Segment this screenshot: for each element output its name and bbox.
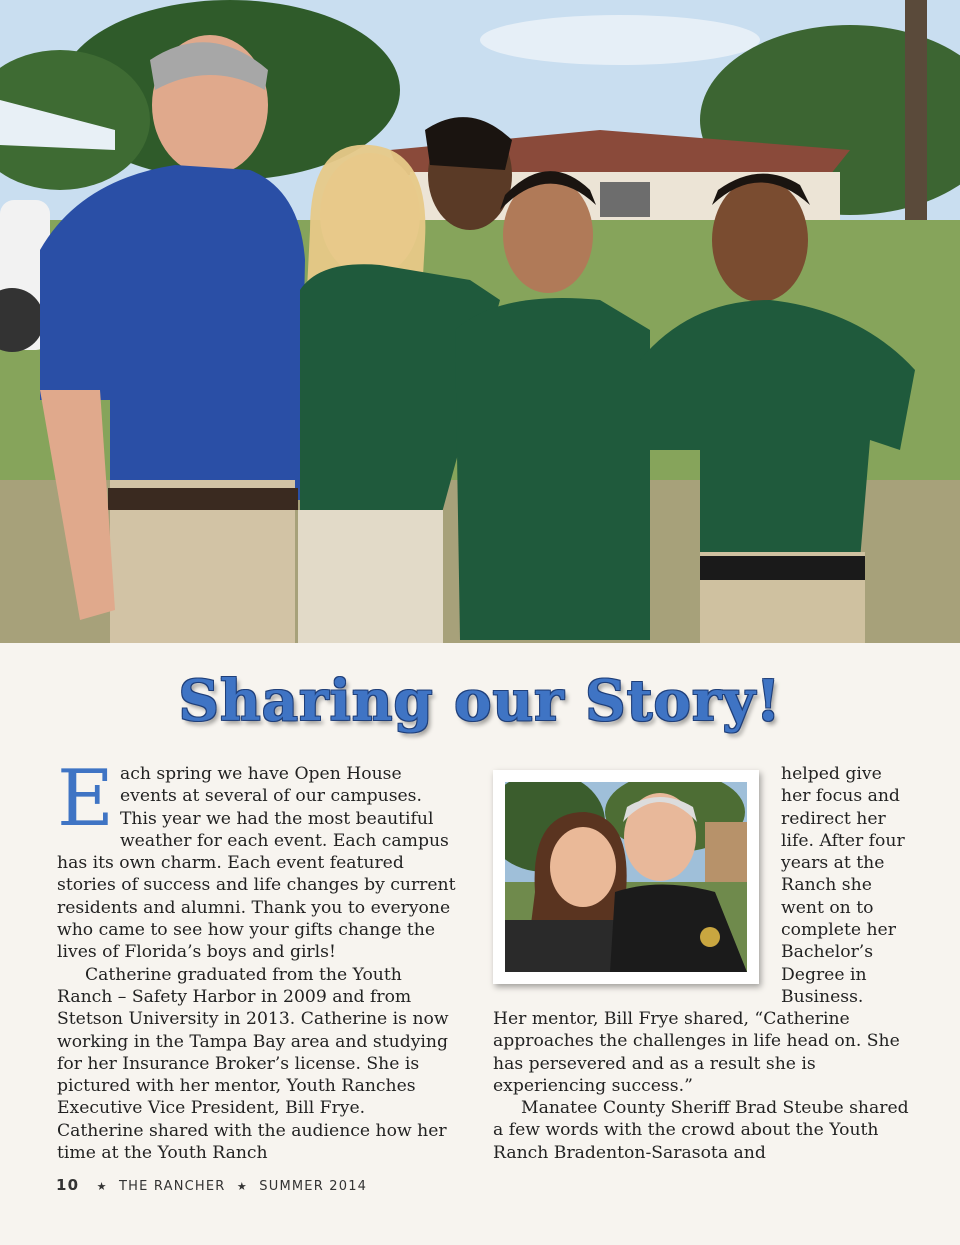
article-paragraph: Manatee County Sheriff Brad Steube shared a few words with the crowd about the Youth Ranch Bradenton-Sarasota and [493, 1098, 909, 1163]
page-footer [56, 1176, 367, 1194]
issue-label: SUMMER 2014 [259, 1179, 368, 1194]
publication-name: THE RANCHER [119, 1179, 226, 1194]
inset-photo-illustration [505, 782, 747, 972]
article-paragraph [57, 754, 457, 964]
article-paragraph: helped give her focus and redirect her life. After four years at the Ranch she went on to complete her Bachelor’s Degree in Business. [781, 764, 905, 1007]
page-number: 10 [56, 1176, 80, 1194]
star-separator-icon: ★ [96, 1180, 108, 1193]
article-paragraph: Catherine graduated from the Youth Ranch – Safety Harbor in 2009 and from Stetson University in 2013. Catherine is now working in the Tampa Bay area and studying for her Insurance Broker’s license. She is pictured with her mentor, Youth Ranches Executive Vice President, Bill Frye. Catherine shared with the audience how her time at the Youth Ranch [57, 964, 449, 1164]
article-column-right [493, 1008, 913, 1164]
star-separator-icon: ★ [236, 1180, 248, 1193]
article-column-right-narrow [781, 763, 911, 1008]
page-title: Sharing our Story! [178, 668, 782, 734]
inset-photo-frame [493, 770, 759, 984]
article-paragraph: Her mentor, Bill Frye shared, “Catherine approaches the challenges in life head on. She has persevered and as a result she is experiencing success.” [493, 1009, 900, 1096]
paragraph-text: ach spring we have Open House events at several of our campuses. This year we had the most beautiful weather for each event. Each campus has its own charm. Each event featured stories of success and life changes by current residents and alumni. Thank you to everyone who came to see how your gifts change the lives of Florida’s boys and girls! [57, 764, 456, 963]
inset-photo [505, 782, 747, 972]
article-column-left [57, 754, 457, 1164]
drop-cap: E [57, 754, 114, 844]
